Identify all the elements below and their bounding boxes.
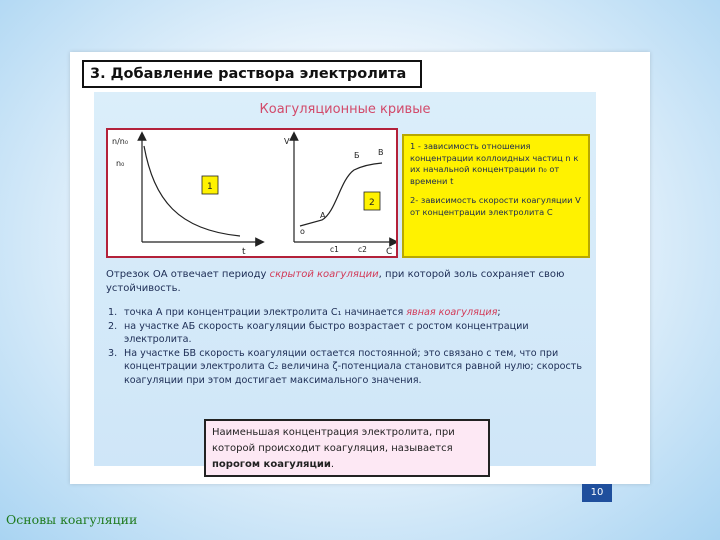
intro-highlight: скрытой коагуляции xyxy=(269,269,379,280)
list-item xyxy=(106,320,590,347)
list-number: 3. xyxy=(108,347,118,359)
definition-end: . xyxy=(330,459,335,470)
definition-text: Наименьшая концентрация электролита, при которой происходит коагуляция, называется xyxy=(212,427,455,454)
intro-text-after: , при которой золь сохраняет свою устойчивость. xyxy=(106,269,565,294)
intro-text-before: Отрезок ОА отвечает периоду xyxy=(106,269,270,280)
page-number-badge: 10 xyxy=(582,484,612,502)
graph2-curve-label: 2 xyxy=(369,198,375,208)
legend-item-1: 1 - зависимость отношения концентрации коллоидных частиц n к их начальной концентрации n₀ от времени t xyxy=(410,141,579,186)
list-text: на участке АБ скорость коагуляции быстро возрастает с ростом концентрации электролита. xyxy=(124,320,529,345)
list-number: 1. xyxy=(108,307,118,318)
diagram-subtitle: Коагуляционные кривые xyxy=(259,102,431,117)
graph1-x-label: t xyxy=(242,247,246,256)
graph2-point-o: о xyxy=(300,227,305,236)
graph2-point-b: Б xyxy=(354,151,360,160)
graph2-c1-label: с1 xyxy=(330,245,339,254)
graph2-x-label: C xyxy=(386,247,393,256)
graph1-curve xyxy=(144,146,240,236)
legend-box xyxy=(402,134,590,258)
list-highlight: явная коагуляция xyxy=(406,307,498,318)
slide xyxy=(70,52,650,498)
list-item xyxy=(106,347,590,388)
graph1-curve-label: 1 xyxy=(207,182,213,192)
list-text-after: ; xyxy=(497,307,501,318)
graph1-n0-label: n₀ xyxy=(116,159,125,168)
footer-caption: Основы коагуляции xyxy=(6,512,138,527)
definition-term: порогом коагуляции xyxy=(212,459,331,470)
definition-box xyxy=(204,419,490,477)
slide-title: 3. Добавление раствора электролита xyxy=(82,60,422,88)
graphs-frame xyxy=(106,128,398,258)
coagulation-graphs xyxy=(108,130,396,256)
list-number: 2. xyxy=(108,320,118,332)
intro-paragraph xyxy=(106,268,590,296)
content-panel xyxy=(94,92,604,498)
list-text: точка А при концентрации электролита С₁ начинается xyxy=(124,307,407,318)
graph2-y-label: V xyxy=(284,137,290,146)
legend-item-2: 2- зависимость скорости коагуляции V от концентрации электролита C xyxy=(410,195,581,217)
points-list xyxy=(106,306,590,387)
graph1-y-label: n/n₀ xyxy=(112,137,129,146)
graph2-c2-label: с2 xyxy=(358,245,367,254)
graph2-point-a: А xyxy=(320,211,326,220)
graph2-point-v: В xyxy=(378,148,384,157)
list-text: На участке БВ скорость коагуляции остается постоянной; это связано с тем, что при концентрации электролита С₂ величина ζ-потенциала становится равной нулю; скорость коагуляции при этом достигает максимального значения. xyxy=(124,347,583,386)
list-item xyxy=(106,306,590,320)
